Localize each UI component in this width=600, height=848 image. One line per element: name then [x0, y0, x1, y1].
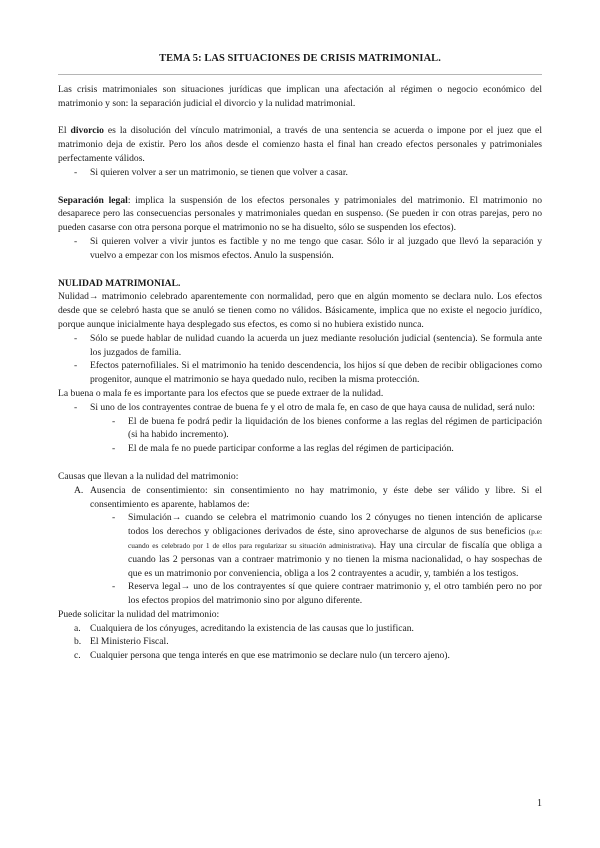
bullet-marker: -	[74, 360, 78, 372]
divorcio-text: es la disolución del vínculo matrimonial, a través de una sentencia se acuerda o impone por el juez que el matrimonio deja de existir. Pero los años desde el comienzo hasta el final han creado efectos personales y patrimoniales perfectamente válidos.	[58, 125, 542, 164]
nulidad-heading: NULIDAD MATRIMONIAL.	[58, 277, 181, 289]
title-divider	[58, 74, 542, 75]
list-item: a. Cualquiera de los cónyuges, acreditando la existencia de las causas que lo justifican.	[74, 622, 414, 634]
divorcio-pre: El	[58, 125, 71, 137]
bullet-marker: -	[112, 443, 116, 455]
list-item: b. El Ministerio Fiscal.	[74, 636, 169, 648]
page-title: TEMA 5: LAS SITUACIONES DE CRISIS MATRIMONIAL.	[159, 53, 441, 64]
bullet-marker: -	[74, 166, 78, 178]
list-marker: a.	[74, 622, 81, 634]
solicitar-heading: Puede solicitar la nulidad del matrimonio:	[58, 608, 220, 620]
sub-list-item: - El de mala fe no puede participar conforme a las reglas del régimen de participación.	[112, 443, 454, 455]
separacion-text: : implica la suspensión de los efectos personales y patrimoniales del matrimonio. El matrimonio no desaparece pero las consecuencias personales y matrimoniales quedan en suspenso. (Se pueden ir con otras parejas, pero no pueden casarse con otra persona porque el matrimonio no se ha disuelto, sólo se suspenden los efectos).	[58, 194, 542, 234]
list-item: A. Ausencia de consentimiento: sin consentimiento no hay matrimonio, y éste debe ser válido y libre. Si el consentimiento es aparente, hablamos de:	[74, 484, 542, 510]
bullet-marker: -	[74, 235, 78, 247]
separacion-term: Separación legal	[58, 194, 128, 206]
bullet-marker: -	[74, 401, 78, 413]
document-page	[58, 52, 542, 663]
list-item: - Si uno de los contrayentes contrae de buena fe y el otro de mala fe, en caso de que haya causa de nulidad, será nulo:	[74, 401, 535, 413]
bullet-marker: -	[74, 332, 78, 344]
list-marker: A.	[74, 484, 84, 496]
sub-list-item: - Simulación→ cuando se celebra el matrimonio cuando los 2 cónyuges no tienen intención de aplicarse todos los derechos y obligaciones derivados de éste, sino aprovecharse de algunos de sus beneficios (p.e: cuando es celebrado por 1 de ellos para regularizar su situación administrativa). Hay una circular de fiscalía que obliga a cuando las 2 personas van a contraer matrimonio y no tienen la misma nacionalidad, o hay sospechas de que es un matrimonio por conveniencia, obliga a los 2 contrayentes a acudir, y, también a los testigos.	[112, 512, 542, 579]
list-item: - Efectos paternofiliales. Si el matrimonio ha tenido descendencia, los hijos sí que deben de recibir obligaciones como progenitor, aunque el matrimonio se haya quedado nulo, reciben la misma protección.	[74, 360, 542, 386]
list-marker: b.	[74, 636, 82, 648]
sub-list-item: - El de buena fe podrá pedir la liquidación de los bienes conforme a las reglas del régimen de participación (si ha habido incremento).	[112, 415, 542, 441]
sub-list-item: - Reserva legal→ uno de los contrayentes sí que quiere contraer matrimonio y, el otro también pero no por los efectos propios del matrimonio sino por alguno diferente.	[112, 581, 542, 607]
divorcio-term: divorcio	[70, 125, 104, 137]
intro-paragraph: Las crisis matrimoniales son situaciones jurídicas que implican una afectación al régimen o negocio económico del matrimonio y son: la separación judicial el divorcio y la nulidad matrimonial.	[58, 83, 542, 109]
bullet-marker: -	[112, 512, 116, 524]
list-item: - Sólo se puede hablar de nulidad cuando la acuerda un juez mediante resolución judicial (sentencia). Se formula ante los juzgados de familia.	[74, 332, 542, 358]
list-item: c. Cualquier persona que tenga interés en que ese matrimonio se declare nulo (un tercero ajeno).	[74, 650, 450, 662]
nulidad-definition: Nulidad→ matrimonio celebrado aparentemente con normalidad, pero que en algún momento se declara nulo. Los efectos desde que se celebró hasta que se anuló se tienen como no válidos. Básicamente, implica que no existe el negocio jurídico, porque aunque inicialmente haya desplegado sus efectos, es como si no hubiera existido nunca.	[58, 291, 542, 330]
list-item: - Si quieren volver a ser un matrimonio, se tienen que volver a casar.	[74, 166, 348, 178]
separacion-paragraph	[58, 194, 542, 235]
divorcio-paragraph	[58, 124, 542, 165]
buena-fe-paragraph: La buena o mala fe es importante para los efectos que se puede extraer de la nulidad.	[58, 387, 384, 399]
simulacion-example: (p.e: cuando es celebrado por 1 de ellos para regularizar su situación administrativa)	[128, 527, 542, 550]
page-number: 1	[537, 798, 542, 809]
causas-heading: Causas que llevan a la nulidad del matrimonio:	[58, 470, 239, 482]
list-item: - Si quieren volver a vivir juntos es factible y no me tengo que casar. Sólo ir al juzgado que llevó la separación y vuelvo a empezar con los mismos efectos. Anulo la suspensión.	[74, 235, 542, 261]
bullet-marker: -	[112, 415, 116, 427]
list-marker: c.	[74, 650, 81, 662]
bullet-marker: -	[112, 581, 116, 593]
